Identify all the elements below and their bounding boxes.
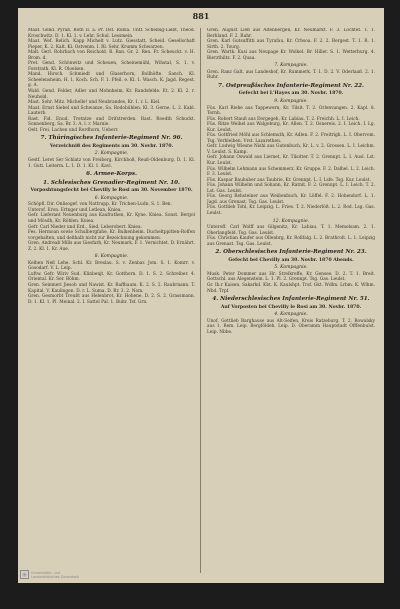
casualty-entry: Unteroff. Carl Wolff aus Gilgenitz, Kr. Labiau. T. 1. Memelsam. 2. 1. Oberlangfeld. Tsg. Gas. Leulst. (207, 225, 375, 236)
company-heading: 2. Kompagnie. (94, 151, 129, 157)
casualty-entry: Maat. Gend. Pyraß, Roth II. a. Pr. Dst. Roßla. Untf. Scheibig-Liebt, Theod. Kroschwitz. D. 1. Kl. 1. v. Lehr. Schul. Lessmein. (28, 28, 195, 39)
company-heading: 8. Kompagnie. (94, 254, 129, 260)
casualty-entry: Füs. Gottlieb Tohl, Kr. Leipzig. L. Fries. T. 2. Niederlöß. L. 2. Rod. Lsg. Gas. Leulst. (207, 205, 375, 216)
casualty-entry: Gren. Ranz Galt. aus Landeshof, Kr. Rummerk. T. 1. D. 2. V. Oderlaaß. 2. 1. Ruhr. (207, 69, 375, 81)
casualty-entry: Gren. Seinmeri Jiesoh und Nawist. Kr. Raffbaum. K. 2. S. 2. Raubrnann. T. Kapital. V. Kaulingen. D. r. L. Suma. D. Rr. 3. 2. Nom. (28, 282, 195, 294)
casualty-entry: Gren. August Ließ aus Altenbergen, Kr. Neumarkt. F. 3. Lochtet. T. 1. Berhland. F. 2. Ruhr. (207, 28, 375, 39)
casualty-entry: Gren. Andreaß Mills aus Giesfarb, Kr. Neumark. F. 1. Vernichtet. D. Ernährt. Z. 2. Kl. 1. Kr. Aue. (28, 241, 195, 252)
casualty-entry: Musk. Peter Dommer aus Hr. Strelkreffe, Kr. Gensee. D. 2. T. 1. Breit. Gottschl. aus Alegenstein. L. 1. Pl. 2. Grennpt. Tsg. Gas. Leulst. (207, 271, 375, 283)
casualty-entry: Unof. Gottlieb Barghause aus Alt-Seifen, Kreis Ratzeburg. T. 2. Rowalsky aus 1. Rem. Leip. Bergföldeh. Leip. D. Oberamm Hauptstadt Offfenbulst. Leip. Nbbe. (207, 318, 375, 335)
watermark-text (31, 571, 79, 579)
casualty-entry: Füs. Johann Wilhelm und Sohann, Kr. Ratnit. F. 2. Grennpt. L. I. Leich. T. 2. Lst. Gas. Leulst. (207, 183, 375, 194)
casualty-entry: Gren. Karl Gutsuffitti aus Tyrafau, Kr. Crbsoa. F. 2. 2. Bergest. T. 1. R. 1. Sirth. 2. Tourg. (207, 39, 375, 50)
casualty-entry: Wald. Gend. Felder, Adler und Mohnheim, Kr. Randsfelde. Et. 2. Kl. 2. r. Neuhold. (28, 89, 195, 100)
casualty-entry: Gren. Wartk. Kusi aus Neupage Kr. Wolkel. Br. Hiller. S. 1. Wetterburg. 4. Bierzthiltz. F. 2. Quaa. (207, 50, 375, 61)
company-heading: 7. Kompagnie. (274, 63, 308, 69)
regiment-heading: 7. Ostpreußisches Infanterie-Regiment Nr. 22. (218, 82, 364, 89)
casualty-entry: Füs. Karl Riehe aus Tappewern, Kr. Tilsit. T. 2. Orlenvangen. 2. Kapl. 8. Tornh. (207, 105, 375, 117)
casualty-entry: Kelhen Neß Lehe. Schl. Kr. Breslau. S. v. Zenbar. Jom. S. 1. Komrr. v. Gosodarf. V. L. Leip. (28, 260, 195, 272)
casualty-entry: Füs. Georg Rehsteiner aus Weißenbuch, Kr. Löffel. F. 2. Hohendorf. L. 1. Jagd. aus Grenast. Tsg. Gas. Leulst. (207, 194, 375, 205)
casualty-entry: Mast. Sohr. Mitz. Michelle! und Neubrandes, Kr. 1. r. L. Kiel. (28, 100, 161, 106)
library-watermark (20, 570, 79, 579)
watermark-line: Landesbibliothek Darmstadt (31, 574, 79, 579)
casualty-entry: Gestf. Leret Ser Schlatz von Freiberg, Kirchboß, Reuß-Oldenburg. D. 1. Kl. 1. Gutt. Leiterm. L. 1. D. 1. Kl. 1. Kavl. (28, 158, 195, 169)
document-page (18, 8, 384, 583)
watermark-line: Universitäts- und (31, 570, 61, 575)
casualty-entry: Gefr. Johann Oswald aus Liernet, Kr. Tilsitter. T. 2. Grennpt. L. I. Ausl. Lst. Kur. Leulst. (207, 155, 375, 167)
casualty-entry: Fes. Hermoan sowie Schulbergfahe, Kr. Bulkenheim. Ducheltppitten-Roffen vorgehalten, und deßhalb nicht zur Bezeichnung gekommen. (28, 230, 195, 241)
regiment-heading: 4. Niederschlesisches Infanterie-Regiment Nr. 51. (212, 296, 370, 303)
company-heading: 12. Kompagnie. (272, 218, 310, 224)
left-column (28, 28, 195, 575)
casualty-entry: Füs. Gottfried Möhl aus Schlemuth, Kr. Adlen. F. 2. Freitrigh. L. I. Obervom. Tsg. Verbleiben. Vrst. Lazarethen. (207, 133, 375, 144)
casualty-entry: Unterof. Eron. Ertnger und Letlean, Kniea. (28, 207, 122, 213)
column-divider (200, 28, 201, 573)
casualty-entry: Füs. Kaspar Bauhuber aus Taubrie, Kr. Grennpt. L. I. Lsfe. Tsg. Kur. Leulst. (207, 177, 371, 183)
casualty-entry: Rast. Fid. Enud. Tretntze und Drifstrerden. Rast. Roedth Schuckt. Sonnenberg, Sa. Br. 3. A. l. r. Marnie. (28, 116, 195, 128)
casualty-entry: Gefr. Carl Nieder und Erd., Sied. Leberobert. Kniea. (28, 224, 142, 230)
library-logo-icon: ◉ (20, 570, 29, 579)
casualty-entry: Gr. Ib.r Kaisen. Sakarkd. Kbt. K. Kaulshpt. Trsf. Gkt. Wdlm. Lrbm. K. Wlhm. Nbd. Trpf. (207, 282, 375, 294)
casualty-entry: Maat. Ernst Siebel und Schwanze, Sa. Rodobühlen, Kl. 3. Gerne. L. 2. Kabl. Lauterb. (28, 105, 195, 117)
company-heading: 5. Kompagnie. (274, 265, 308, 271)
company-heading: 6. Kompagnie. (94, 195, 129, 201)
casualty-entry: Oelt. Frei. Lachen und Rordhorn, Ueberr. (28, 127, 119, 133)
casualty-entry: Füs. Ritze Weihel aus Walgeburg, Kr. Allen. T. 2. Osnereis. 2. I. Leich. I. Lg. Kur. Leulst. (207, 122, 375, 133)
casualty-entry: Pret. Gend. Schönwitz und Scheuen, Scheinemühl, Wihstal, S. 1. v. Forstrath. Kl. R. Oloelsen. (28, 61, 195, 72)
casualty-entry: Schöpfl. Dir. Onlisogef. von Nattrupp, Kr. Trichen-Ludn. S. 1. Ben. (28, 202, 172, 208)
engagement-subheading: Auf Vorposten bei Chevilly le Rosi am 30. Novbr. 1870. (220, 304, 362, 310)
right-column (207, 28, 375, 575)
casualty-entry: Gren. Gesmorbt Treußt aus Helenbrot, Kr. Hohene. D. 2. S. 2. Grassmann. D. 1. Kl. 1. Pl. Meinal. 2. I. Sattel Pal. 1. Buhr. Tsf. Grn. (28, 294, 195, 305)
casualty-entry: Gefr. Ludwig Wiesne Nishi aus Gutenbuch, Kr. L. v. 2. Grossen. L. I. Leichm. V. Leulst. S. Kamp. (207, 144, 375, 155)
regiment-heading: 1. Schlesisches Grenadier-Regiment Nr. 10. (43, 179, 180, 186)
casualty-entry: Maat. Wef. Relich. Kapp Michelt v. Lutz. Giesstatt, Scheid. Gesellschaft Pieper, K. 2. Kalt. Kl. Ostvenm. I. Rl. Sehr. Krumm Schwarzen. (28, 39, 195, 50)
regiment-heading: 2. Oberschlesisches Infanterie-Regiment Nr. 23. (215, 249, 367, 256)
regiment-heading: 6. Armee-Korps. (86, 171, 137, 178)
engagement-subheading: Gefecht bei Chevilly am 30. Novbr. 1870 Abends. (228, 257, 354, 263)
engagement-subheading: Vorposhtungsfecht bei Chevilly le Rosi am 30. November 1870. (30, 188, 193, 194)
page-number: 881 (192, 11, 210, 21)
company-heading: 9. Kompagnie. (274, 99, 308, 105)
engagement-subheading: Gefecht bei L'Hayes am 30. Novbr. 1870. (238, 91, 344, 97)
engagement-subheading: Verzeichniß des Regiments am 30. Novbr. 1870. (49, 143, 174, 149)
casualty-entry: Mand. Hirsch. Schmiedt und Glaserhorn, Bollhöfte. Sanch. Kl. Scheelensheim. H. 1. Koch. Sch. F. 1. Pfeil. e. Kl. 1. Wasch. K. Jagd. Regest. g. A. (28, 72, 195, 89)
casualty-entry: Malt. Gerl. Rohrbach von Reichold. B. Ban. Gr. 2. Ren. Fr. Scheuckt. v. H. Brom. d. (28, 50, 195, 61)
casualty-entry: Luftw. Gefr. Wiriv Sud. Klinbenjt. Kr. Gotthorn. D. 1. S. 2. Schreiber. 4. Oriental. Kr. Ser. Böhm. (28, 271, 195, 283)
casualty-entry: Füs. Christian Kaufer aus Ollenbrg, Kr. Rollfalg. L. 2. Brathrolt. L. 1. Leipzig aus Grenast. Tsg. Gas. Leulst. (207, 236, 375, 247)
company-heading: 4. Kompagnie. (274, 312, 308, 318)
casualty-entry: Füs. Robert Stauß aus Dorgegeh, Kr. Labiau. T. 2. Freichh. L. I. Leich. (207, 116, 360, 122)
casualty-entry: Gefr. Lieferant Neuenburg aus Kaufrathen, Kr. Kyne. Kniea. Sonst. Bergol und Mösdh, Kr. Röhlen. Kniea. (28, 213, 195, 224)
regiment-heading: 7. Thüringisches Infanterie-Regiment Nr. 96. (40, 135, 183, 142)
casualty-entry: Füs. Wilhelm Lehmann aus Schemmerz, Kr. Gruppe. F. 2. Dalhel. L. 2. Leich. F. 3. Leulst. (207, 166, 375, 178)
